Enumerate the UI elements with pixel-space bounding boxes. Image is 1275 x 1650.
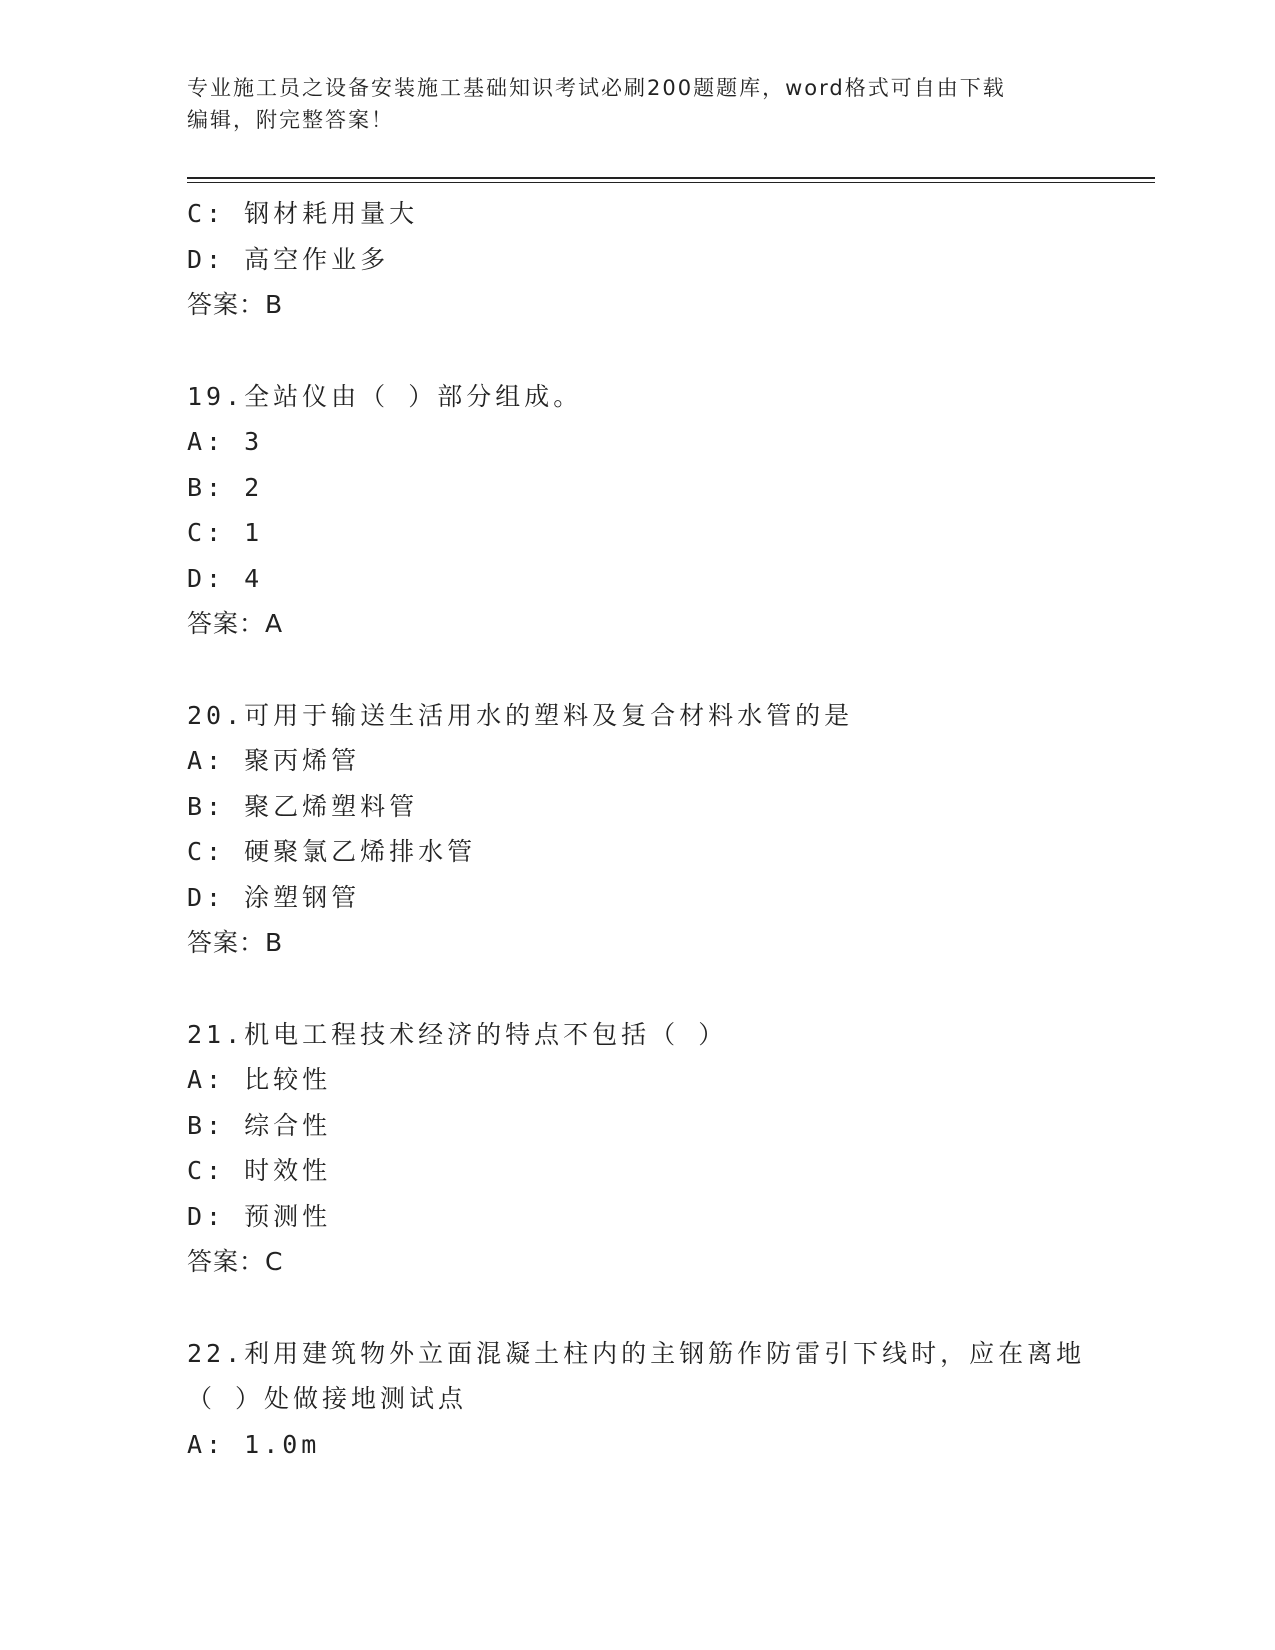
question-text: 22.利用建筑物外立面混凝土柱内的主钢筋作防雷引下线时，应在离地 [187,1338,1086,1368]
question-text-continuation: （ ）处做接地测试点 [187,1384,468,1413]
question-text: 20.可用于输送生活用水的塑料及复合材料水管的是 [187,700,854,730]
question-text: 21.机电工程技术经济的特点不包括（ ） [187,1019,728,1049]
option-b: B: 聚乙烯塑料管 [187,791,419,821]
answer-text: 答案：B [187,290,284,319]
document-header [187,72,1087,136]
option-a: A: 聚丙烯管 [187,746,361,775]
answer-text: 答案：B [187,928,284,957]
answer-text: 答案：C [187,1247,284,1276]
question-block-20 [187,693,1147,966]
question-block-22 [187,1331,1147,1468]
option-d: D: 4 [187,563,264,593]
header-title-line-1: 专业施工员之设备安装施工基础知识考试必刷200题题库，word格式可自由下载 [187,76,1006,100]
header-rule-thin [187,182,1155,183]
option-d: D: 高空作业多 [187,244,390,274]
option-d: D: 涂塑钢管 [187,882,361,912]
question-block-21 [187,1012,1147,1285]
option-c: C: 1 [187,518,264,547]
option-d: D: 预测性 [187,1201,332,1231]
option-a: A: 1.0m [187,1429,321,1459]
option-c: C: 时效性 [187,1156,332,1185]
answer-text: 答案：A [187,609,284,638]
header-title-line-2: 编辑，附完整答案！ [187,108,394,132]
question-list [187,191,1147,1467]
option-c: C: 钢材耗用量大 [187,199,419,228]
question-block-19 [187,374,1147,647]
option-c: C: 硬聚氯乙烯排水管 [187,837,477,866]
option-b: B: 2 [187,472,264,502]
header-rule-thick [187,177,1155,179]
question-text: 19.全站仪由（ ）部分组成。 [187,381,583,411]
option-a: A: 比较性 [187,1065,332,1094]
option-b: B: 综合性 [187,1110,332,1140]
question-block-18 [187,191,1147,328]
option-a: A: 3 [187,427,264,456]
